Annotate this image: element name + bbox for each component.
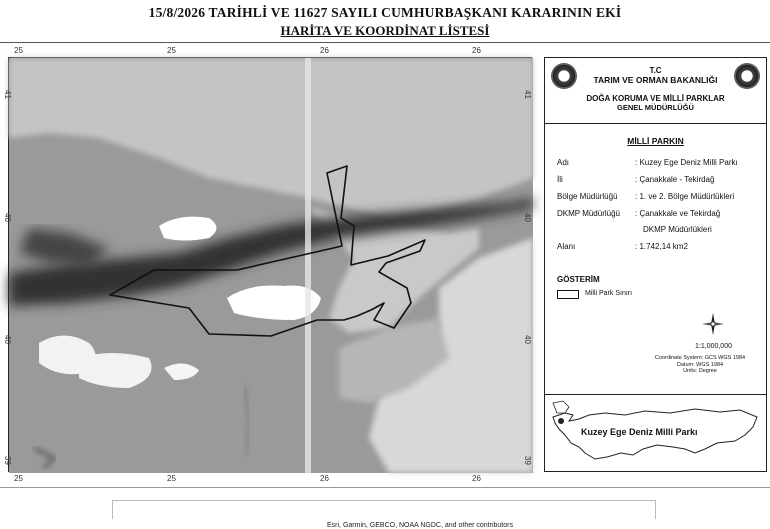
tc-label: T.C (649, 66, 662, 75)
right-tick-1: 41 (523, 90, 532, 99)
coordinate-system: Coordinate System: GCS WGS 1984 Datum: WGS 1984 Units: Degree (654, 355, 746, 374)
right-tick-2: 40 (523, 213, 532, 222)
left-tick-1: 41 (3, 90, 12, 99)
right-tick-3: 40 (523, 335, 532, 344)
footer-box (112, 500, 656, 519)
map-canvas (9, 58, 533, 473)
ministry-name: TARIM VE ORMAN BAKANLIĞI (593, 75, 718, 85)
top-tick-3: 26 (320, 46, 329, 55)
header-divider (0, 42, 770, 43)
scale-text: 1:1,000,000 (695, 343, 732, 350)
map-credit: Esri, Garmin, GEBCO, NOAA NGDC, and other contributors (327, 522, 513, 529)
left-tick-4: 39 (3, 456, 12, 465)
top-tick-4: 26 (472, 46, 481, 55)
legend-heading: GÖSTERİM (557, 275, 600, 284)
bottom-tick-2: 25 (167, 474, 176, 483)
park-location-marker (558, 418, 564, 424)
bottom-tick-1: 25 (14, 474, 23, 483)
park-heading: MİLLİ PARKIN (627, 136, 684, 146)
inset-map (545, 394, 766, 471)
bottom-tick-4: 26 (472, 474, 481, 483)
institution-header (545, 58, 766, 124)
legend-panel: T.C TARIM VE ORMAN BAKANLIĞI DOĞA KORUMA VE MİLLİ PARKLAR GENEL MÜDÜRLÜĞÜ MİLLİ PARKIN Adı : Kuzey Ege Deniz Milli Parkı İli : Çanakkale - Tekirdağ Bölge Müdürlüğü : 1. ve 2. Bölge Müdürlükleri DKMP Müdürlüğü : Çanakkale ve Tekirdağ DKMP Müdürlükleri Alanı : 1.742,14 km2 GÖSTERİM Milli Park Sınırı 1:1,000,000 Coordinate System: GCS WGS 1984 Datum: WGS 1984 Units: Degree Kuzey Ege Deniz Milli Parkı (544, 57, 767, 472)
top-tick-2: 25 (167, 46, 176, 55)
top-tick-1: 25 (14, 46, 23, 55)
inset-label: Kuzey Ege Deniz Milli Parkı (581, 427, 698, 437)
footer-divider (0, 487, 770, 488)
boundary-swatch (557, 290, 579, 299)
north-arrow-icon (701, 312, 725, 336)
document-title: 15/8/2026 TARİHLİ VE 11627 SAYILI CUMHURBAŞKANI KARARININ EKİ (148, 5, 622, 20)
directorate-line-2: GENEL MÜDÜRLÜĞÜ (617, 103, 694, 112)
legend-item-label: Milli Park Sınırı (585, 290, 633, 297)
right-tick-4: 39 (523, 456, 532, 465)
map-seam (305, 58, 311, 473)
directorate-line-1: DOĞA KORUMA VE MİLLİ PARKLAR (586, 94, 725, 103)
thrace-shape (553, 401, 569, 413)
left-tick-2: 40 (3, 213, 12, 222)
document-subtitle: HARİTA VE KOORDİNAT LİSTESİ (280, 23, 490, 38)
left-tick-3: 40 (3, 335, 12, 344)
bottom-tick-3: 26 (320, 474, 329, 483)
